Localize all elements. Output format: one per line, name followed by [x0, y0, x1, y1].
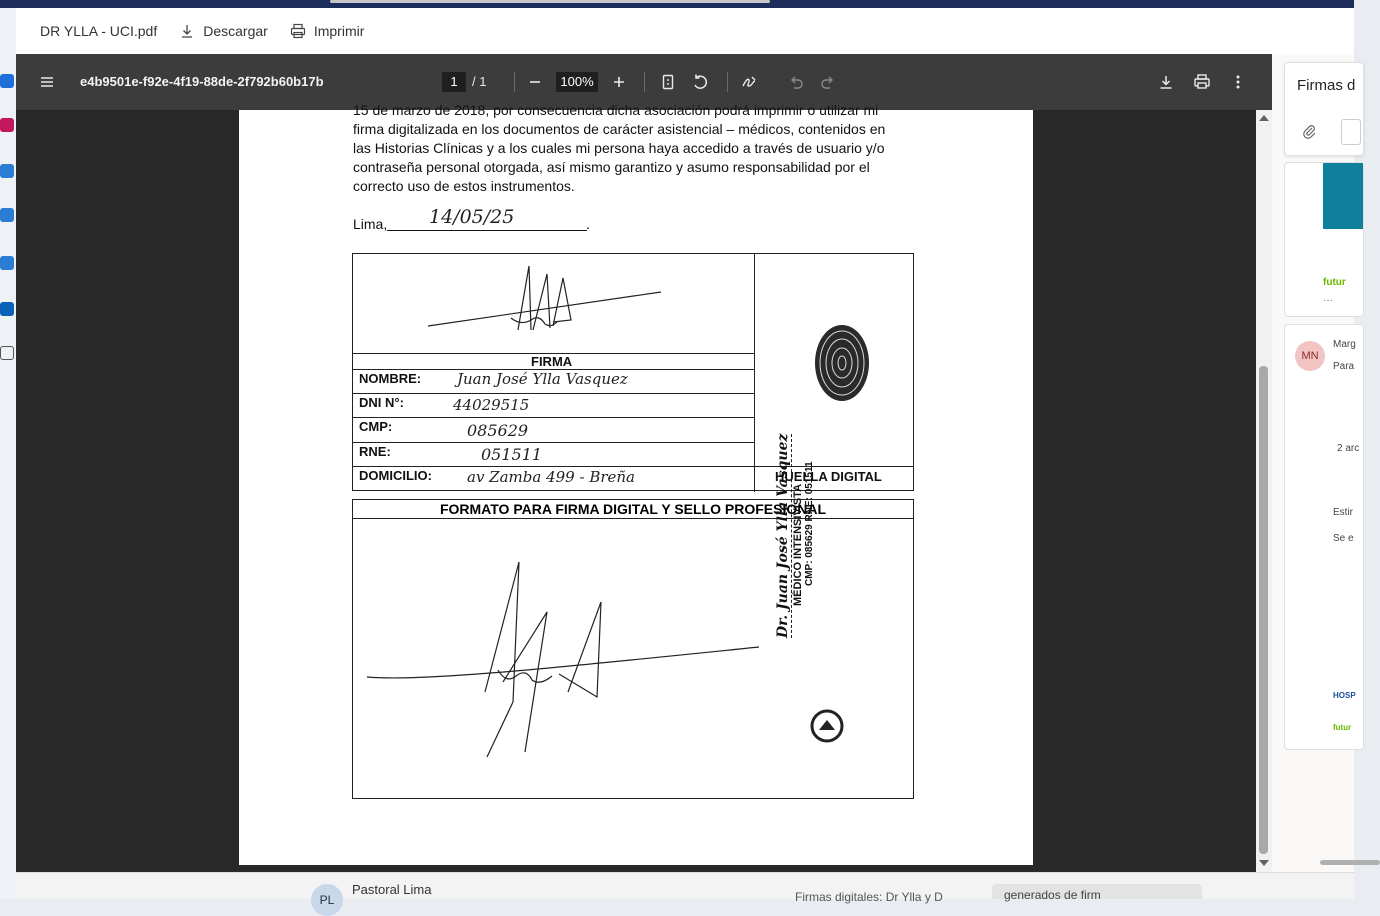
pdf-download-button[interactable] — [1152, 68, 1180, 96]
email-banner-image — [1323, 163, 1363, 229]
app-left-rail — [0, 8, 16, 899]
redo-button[interactable] — [814, 68, 842, 96]
handwritten-date: 14/05/25 — [429, 206, 515, 228]
stamp-name: Dr. Juan José Ylla Vasquez — [775, 433, 791, 638]
thread-title: Firmas d — [1297, 77, 1356, 94]
greeting-snippet: Estir — [1333, 507, 1353, 518]
download-icon — [179, 23, 195, 39]
nombre-label: NOMBRE: — [359, 371, 422, 386]
sender-name[interactable]: Pastoral Lima — [352, 882, 432, 897]
top-scroll-indicator — [330, 0, 770, 3]
sender-avatar: MN — [1295, 341, 1325, 371]
pdf-viewer — [16, 54, 1272, 872]
thread-header-card — [1284, 62, 1364, 156]
pdf-print-button[interactable] — [1188, 68, 1216, 96]
pdf-page — [239, 102, 1033, 865]
professional-stamp — [775, 434, 815, 638]
hamburger-icon — [38, 73, 56, 91]
zoom-out-button[interactable] — [521, 68, 549, 96]
grid-icon[interactable] — [0, 346, 14, 360]
hospital-signature-text: HOSP — [1333, 691, 1356, 700]
scroll-down-arrow[interactable] — [1259, 860, 1269, 866]
handwritten-signature — [413, 260, 673, 350]
file-preview-modal — [16, 8, 1360, 872]
rne-value: 051511 — [481, 445, 543, 464]
printer-icon — [290, 23, 306, 39]
rne-label: RNE: — [359, 444, 391, 459]
fingerprint-image — [811, 322, 873, 404]
app-top-bar — [0, 0, 1354, 8]
draft-tab[interactable]: Firmas digitales: Dr Ylla y D — [795, 890, 943, 904]
dni-label: DNI N°: — [359, 395, 404, 410]
org-icon[interactable] — [0, 256, 14, 270]
body-snippet: Se e — [1333, 533, 1354, 544]
form-row-line — [353, 417, 754, 418]
form-row-line — [353, 442, 754, 443]
firma-label: FIRMA — [531, 354, 573, 369]
file-name: DR YLLA - UCI.pdf — [40, 23, 158, 39]
seal-box-title: FORMATO PARA FIRMA DIGITAL Y SELLO PROFESIONAL — [353, 500, 913, 519]
menu-button[interactable] — [33, 68, 61, 96]
fit-page-button[interactable] — [654, 68, 682, 96]
attachment-count: 2 arc — [1337, 443, 1360, 454]
huella-label: HUELLA DIGITAL — [775, 469, 882, 484]
pdf-document-title: e4b9501e-f92e-4f19-88de-2f792b60b17b — [80, 74, 324, 89]
nombre-value: Juan José Ylla Vasquez — [457, 370, 628, 388]
cloud-icon[interactable] — [0, 302, 14, 316]
paragraph-line: contraseña personal otorgada, así mismo garantizo y asumo responsabilidad por el — [353, 159, 870, 175]
people-icon[interactable] — [0, 164, 14, 178]
dni-value: 44029515 — [453, 396, 530, 414]
paragraph-line: correcto uso de estos instrumentos. — [353, 178, 575, 194]
toolbar-divider — [514, 72, 515, 92]
cmp-label: CMP: — [359, 419, 393, 434]
printer-icon — [1193, 73, 1211, 91]
undo-icon — [787, 73, 805, 91]
domicilio-value: av Zamba 499 - Breña — [467, 468, 635, 486]
email-card-1[interactable] — [1284, 162, 1364, 317]
download-label: Descargar — [203, 23, 268, 39]
print-button[interactable] — [290, 23, 365, 39]
form-vertical-divider — [754, 254, 755, 492]
page-total: / 1 — [472, 74, 487, 89]
lima-label: Lima, — [353, 216, 388, 232]
stamp-role: MÉDICO INTENSIVISTA — [792, 483, 804, 606]
more-vertical-icon — [1229, 73, 1247, 91]
attachment-chip[interactable]: generados de firm — [992, 884, 1202, 899]
redo-icon — [819, 73, 837, 91]
apps-color-icon[interactable] — [0, 118, 14, 132]
check-icon[interactable] — [0, 208, 14, 222]
print-label: Imprimir — [313, 23, 365, 39]
seal-box — [352, 499, 914, 799]
zoom-input[interactable]: 100% — [556, 72, 598, 92]
date-underline — [387, 230, 587, 231]
form-row-line — [353, 393, 754, 394]
fit-page-icon — [659, 73, 677, 91]
minus-icon — [526, 73, 544, 91]
toolbar-divider — [727, 72, 728, 92]
signature-form-box — [352, 253, 914, 491]
scroll-up-arrow[interactable] — [1259, 115, 1269, 121]
consent-paragraph — [353, 101, 912, 196]
scroll-thumb[interactable] — [1259, 366, 1268, 854]
draw-icon — [741, 73, 759, 91]
paragraph-line: 15 de marzo de 2018, por consecuencia dicha asociación podrá imprimir o utilizar mi — [353, 102, 879, 118]
annotate-button[interactable] — [736, 68, 764, 96]
plus-icon — [610, 73, 628, 91]
undo-button[interactable] — [782, 68, 810, 96]
sender-avatar: PL — [311, 884, 343, 916]
recipient-snippet: Para — [1333, 361, 1355, 372]
seal-logo-icon — [809, 708, 845, 744]
sender-snippet: Marg — [1333, 339, 1356, 350]
zoom-in-button[interactable] — [605, 68, 633, 96]
calendar-icon[interactable] — [0, 74, 14, 88]
toolbar-divider — [644, 72, 645, 92]
domicilio-label: DOMICILIO: — [359, 468, 432, 483]
pdf-scrollbar[interactable] — [1256, 110, 1272, 872]
email-card-2[interactable] — [1284, 324, 1364, 750]
modal-header — [16, 8, 1354, 54]
page-number-input[interactable]: 1 — [442, 72, 466, 92]
cmp-value: 085629 — [467, 421, 529, 440]
right-email-panel — [1272, 54, 1360, 872]
rotate-button[interactable] — [686, 68, 714, 96]
thread-action-box[interactable] — [1341, 119, 1361, 145]
email-footer-text: futur — [1333, 723, 1352, 732]
download-button[interactable] — [179, 23, 268, 39]
more-options-button[interactable] — [1224, 68, 1252, 96]
paragraph-line: firma digitalizada en los documentos de carácter asistencial – médicos, contenidos en — [353, 121, 886, 137]
email-footer-text: futur — [1323, 277, 1346, 288]
stamp-ids: CMP: 085629 RNE: 051511 — [804, 461, 815, 586]
date-period: . — [586, 216, 590, 232]
more-dots[interactable]: ··· — [1323, 295, 1333, 306]
rotate-icon — [691, 73, 709, 91]
panel-horizontal-scroll[interactable] — [1320, 860, 1380, 865]
digital-signature — [363, 552, 763, 762]
download-icon — [1157, 73, 1175, 91]
paragraph-line: las Historias Clínicas y a los cuales mi persona haya accedido a través de usuario y/o — [353, 140, 885, 156]
paperclip-icon[interactable] — [1301, 123, 1317, 139]
form-row-line — [353, 466, 913, 467]
